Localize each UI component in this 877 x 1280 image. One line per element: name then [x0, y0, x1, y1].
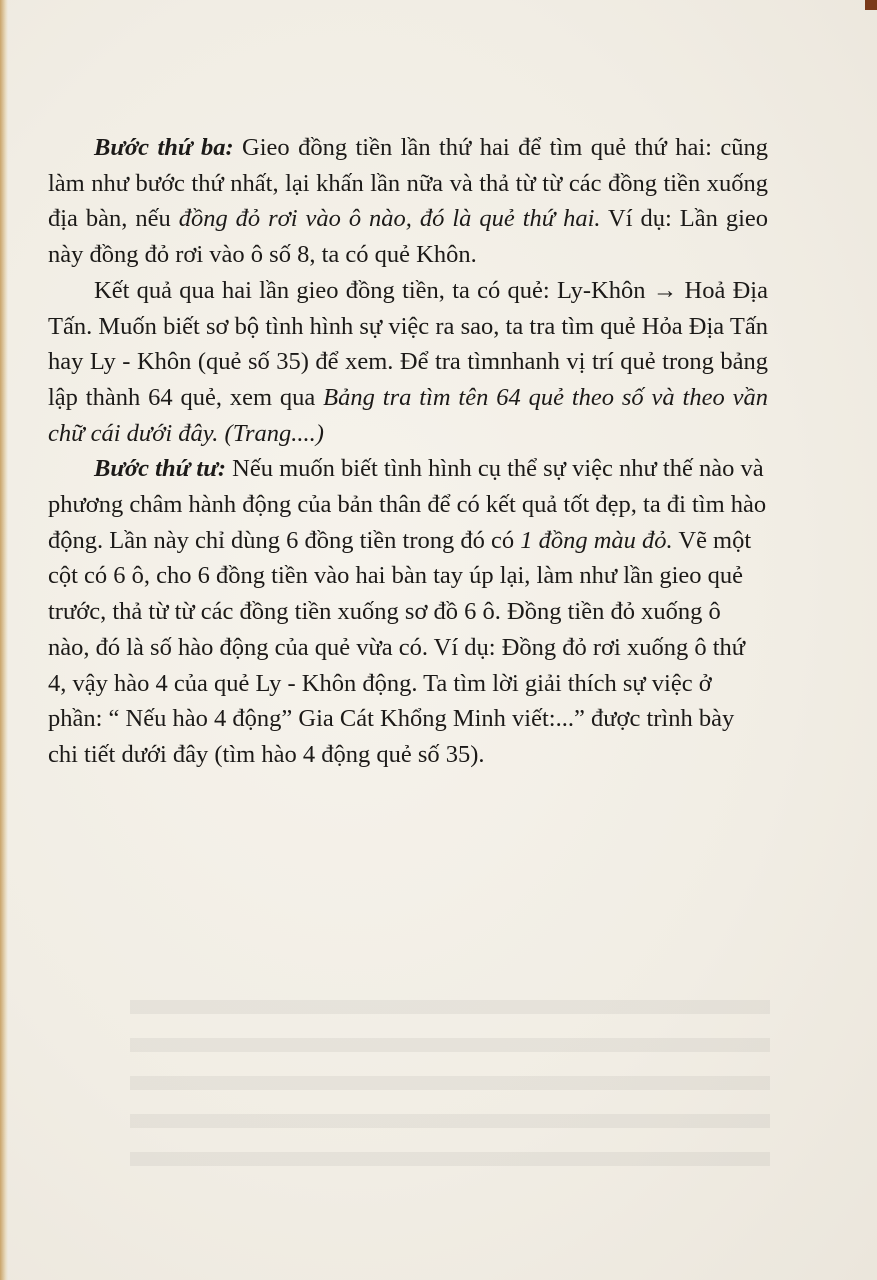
- paragraph-step-four: [48, 451, 768, 772]
- page-corner-mark: [865, 0, 877, 10]
- step-four-text: Nếu muốn biết tình hình cụ thể sự việc như thế nào và phương châm hành động của bản thân để có kết quả tốt đẹp, ta đi tìm hào động. Lần này chỉ dùng 6 đồng tiền trong đó có: [48, 455, 767, 554]
- step-four-emphasis: 1 đồng màu đỏ.: [520, 526, 673, 554]
- show-through-text: [130, 1000, 770, 1190]
- paragraph-step-three: [48, 130, 768, 273]
- step-four-heading: Bước thứ tư:: [94, 455, 227, 483]
- page-binding-edge: [0, 0, 8, 1280]
- step-three-example: Ví dụ: Lần gieo này đồng đỏ rơi vào ô số 8, ta có quẻ Khôn.: [48, 205, 768, 269]
- step-three-heading: Bước thứ ba:: [94, 134, 234, 161]
- result-text: Kết quả qua hai lần gieo đồng tiền, ta có quẻ: Ly-Khôn → Hoả Địa Tấn. Muốn biết sơ bộ tình hình sự việc ra sao, ta tra tìm quẻ Hỏa Địa Tấn hay Ly - Khôn (quẻ số 35) để xem. Để tra tìmnhanh vị trí quẻ trong bảng lập thành 64 quẻ, xem qua: [48, 276, 768, 411]
- step-three-text: Gieo đồng tiền lần thứ hai để tìm quẻ thứ hai: cũng làm như bước thứ nhất, lại khấn lần nữa và thả từ từ các đồng tiền xuống địa bàn, nếu: [48, 134, 768, 233]
- step-three-emphasis: đồng đỏ rơi vào ô nào, đó là quẻ thứ hai.: [178, 205, 601, 233]
- step-four-instructions: Vẽ một cột có 6 ô, cho 6 đồng tiền vào hai bàn tay úp lại, làm như lần gieo quẻ trước, thả từ từ các đồng tiền xuống sơ đồ 6 ô. Đồng tiền đỏ xuống ô nào, đó là số hào động của quẻ vừa có. Ví dụ: Đồng đỏ rơi xuống ô thứ 4, vậy hào 4 của quẻ Ly - Khôn động. Ta tìm lời giải thích sự việc ở phần: “ Nếu hào 4 động” Gia Cát Khổng Minh viết:...” được trình bày chi tiết dưới đây (tìm hào 4 động quẻ số 35).: [48, 526, 752, 768]
- paragraph-result: [48, 273, 768, 452]
- body-text: [48, 130, 768, 773]
- result-table-reference: Bảng tra tìm tên 64 quẻ theo số và theo vần chữ cái dưới đây. (Trang....): [48, 383, 768, 447]
